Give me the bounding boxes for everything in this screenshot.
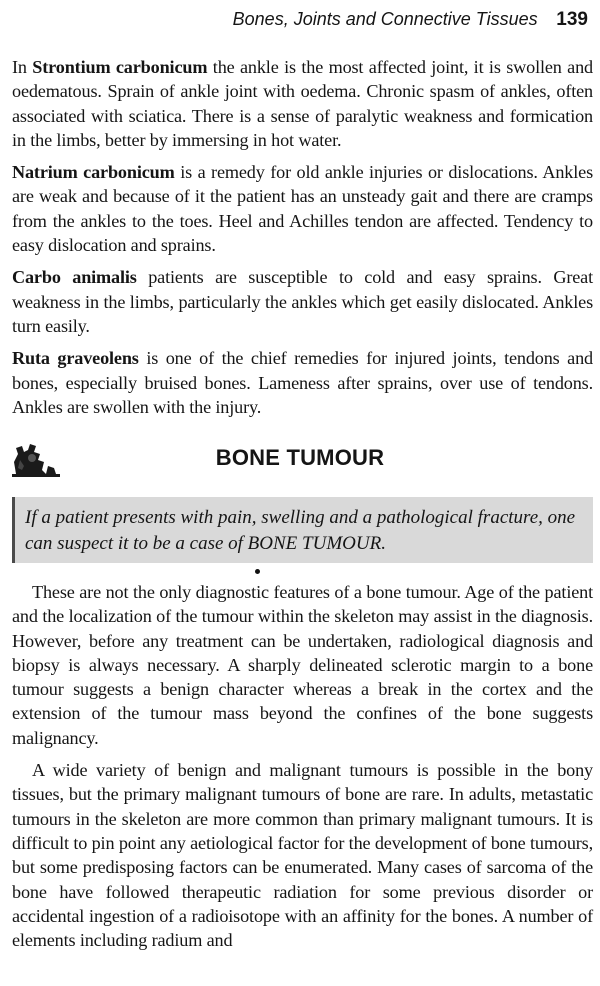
- running-header: [12, 8, 588, 31]
- section-heading: BONE TUMOUR: [215, 445, 385, 470]
- remedy-prefix: In: [12, 57, 33, 77]
- remedy-paragraph-ruta: [12, 346, 593, 419]
- remedy-description: is one of the chief remedies for injured joints, tendons and bones, especially bruised bones. Lameness after sprains, over use of tendons. Ankles are swollen with the injury.: [12, 348, 593, 417]
- body-paragraph: A wide variety of benign and malignant tumours is possible in the bony tissues, but the primary malignant tumours of bone are rare. In adults, metastatic tumours in the skeleton are more common than primary malignant tumours. It is difficult to pin point any aetiological factor for the development of bone tumours, but some predisposing factors can be enumerated. Many cases of sarcoma of the bone have followed therapeutic radiation for some previous disorder or accidental ingestion of a radioisotope with an affinity for the bones. A number of elements including radium and: [12, 760, 593, 951]
- remedy-name: Strontium carbonicum: [32, 57, 208, 77]
- remedy-description: is a remedy for old ankle injuries or dislocations. Ankles are weak and because of it the patient has an unsteady gait and there are cramps from the ankles to the toes. Heel and Achilles tendon are affected. Tendency to easy dislocation and sprains.: [12, 162, 593, 256]
- bone-tumour-body: [12, 580, 593, 960]
- remedy-name: Natrium carbonicum: [12, 162, 175, 183]
- remedy-name: Ruta graveolens: [12, 348, 139, 369]
- callout-text: If a patient presents with pain, swelling and a pathological fracture, one can suspect it to be a case of BONE TUMOUR.: [25, 507, 576, 554]
- remedy-description: the ankle is the most affected joint, it is swollen and oedematous. Sprain of ankle joint with oedema. Chronic spasm of ankles, often associated with sciatica. There is a sense of paralytic weakness and formication in the limbs, better by immersing in hot water.: [12, 57, 593, 150]
- remedy-paragraph-carbo: [12, 265, 593, 338]
- page-number: 139: [556, 9, 588, 30]
- separator-dot: [255, 569, 260, 574]
- remedy-paragraph-natrium: [12, 160, 593, 257]
- remedies-section: [12, 55, 593, 427]
- callout-box: [12, 497, 593, 563]
- remedy-name: Carbo animalis: [12, 267, 137, 288]
- running-header-title: Bones, Joints and Connective Tissues: [232, 9, 538, 29]
- remedy-description: patients are susceptible to cold and easy sprains. Great weakness in the limbs, particularly the ankles which get easily dislocated. Ankles turn easily.: [12, 267, 593, 336]
- body-paragraph: These are not the only diagnostic features of a bone tumour. Age of the patient and the localization of the tumour within the skeleton may assist in the diagnosis. However, before any treatment can be undertaken, radiological diagnosis and biopsy is always necessary. A sharply delineated sclerotic margin to a bone tumour suggests a benign character whereas a break in the cortex and the extension of the tumour mass beyond the confines of the bone suggests malignancy.: [12, 582, 593, 748]
- remedy-paragraph-strontium: [12, 55, 593, 152]
